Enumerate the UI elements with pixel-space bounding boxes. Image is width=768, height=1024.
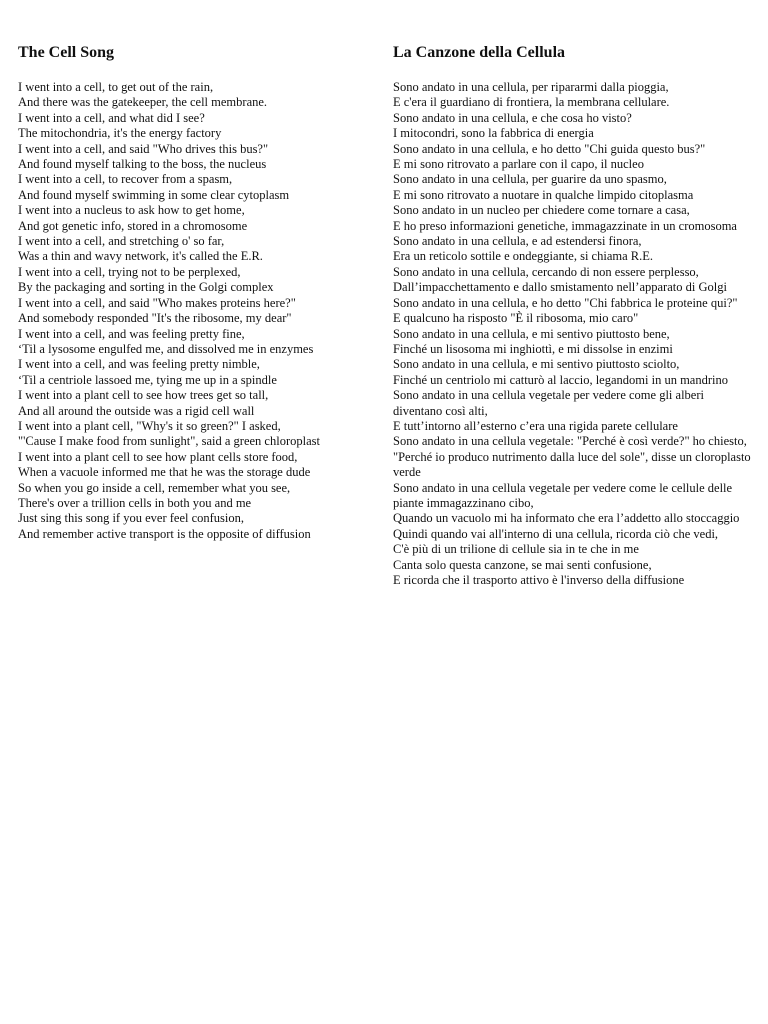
lyric-line: I went into a cell, and said "Who drives this bus?" bbox=[18, 141, 269, 156]
lyric-line: Sono andato in una cellula, e ho detto "Chi guida questo bus?" bbox=[393, 141, 706, 156]
lyric-line: I went into a cell, to get out of the rain, bbox=[18, 80, 214, 94]
lyric-line: When a vacuole informed me that he was the storage dude bbox=[18, 465, 311, 480]
lyric-line: So when you go inside a cell, remember what you see, bbox=[18, 480, 291, 495]
lyric-line: I went into a cell, and stretching o' so far, bbox=[18, 234, 225, 249]
lyric-line: The mitochondria, it's the energy factory bbox=[18, 126, 222, 141]
lyric-line: By the packaging and sorting in the Golgi complex bbox=[18, 280, 274, 295]
lyric-line: I went into a cell, trying not to be perplexed, bbox=[18, 264, 241, 279]
lyric-line: Sono andato in una cellula, per guarire da uno spasmo, bbox=[393, 172, 667, 187]
english-title: The Cell Song bbox=[18, 44, 115, 61]
lyric-line: C'è più di un trilione di cellule sia in te che in me bbox=[393, 542, 639, 557]
lyric-line: E mi sono ritrovato a parlare con il capo, il nucleo bbox=[393, 157, 644, 172]
lyric-line: I went into a plant cell to see how trees get so tall, bbox=[18, 388, 269, 403]
lyric-line: E mi sono ritrovato a nuotare in qualche limpido citoplasma bbox=[393, 187, 694, 202]
lyric-line: Era un reticolo sottile e ondeggiante, si chiama R.E. bbox=[393, 249, 653, 264]
english-column bbox=[18, 42, 368, 542]
lyric-line: "Perché io produco nutrimento dalla luce del sole", disse un cloroplasto verde bbox=[393, 449, 751, 480]
lyric-line: Sono andato in una cellula, cercando di non essere perplesso, bbox=[393, 264, 699, 279]
lyric-line: Sono andato in una cellula, e che cosa ho visto? bbox=[393, 110, 632, 125]
italian-title: La Canzone della Cellula bbox=[393, 44, 566, 61]
lyric-line: I went into a plant cell, "Why's it so green?" I asked, bbox=[18, 418, 281, 433]
lyric-line: And somebody responded "It's the ribosome, my dear" bbox=[18, 311, 292, 326]
lyric-line: "'Cause I make food from sunlight", said a green chloroplast bbox=[18, 434, 320, 449]
lyric-line: Canta solo questa canzone, se mai senti confusione, bbox=[393, 557, 652, 572]
lyric-line: There's over a trillion cells in both you and me bbox=[18, 495, 252, 510]
italian-column bbox=[393, 42, 755, 588]
lyric-line: And found myself talking to the boss, the nucleus bbox=[18, 157, 267, 172]
lyric-line: E ricorda che il trasporto attivo è l'inverso della diffusione bbox=[393, 573, 685, 587]
lyric-line: And got genetic info, stored in a chromosome bbox=[18, 218, 248, 233]
lyric-line: And all around the outside was a rigid cell wall bbox=[18, 403, 255, 418]
lyric-line: I went into a plant cell to see how plant cells store food, bbox=[18, 449, 298, 464]
lyric-line: Sono andato in una cellula, e ho detto "Chi fabbrica le proteine qui?" bbox=[393, 295, 738, 310]
lyric-line: Sono andato in una cellula, e ad estendersi finora, bbox=[393, 234, 642, 249]
italian-lyrics bbox=[393, 80, 755, 588]
lyric-line: E tutt’intorno all’esterno c’era una rigida parete cellulare bbox=[393, 418, 678, 433]
english-lyrics bbox=[18, 80, 368, 542]
lyric-line: And there was the gatekeeper, the cell membrane. bbox=[18, 95, 268, 110]
lyric-line: Sono andato in una cellula vegetale: "Perché è così verde?" ho chiesto, bbox=[393, 434, 747, 449]
lyric-line: I went into a cell, and what did I see? bbox=[18, 110, 205, 125]
lyric-line: Sono andato in una cellula, e mi sentivo piuttosto bene, bbox=[393, 326, 670, 341]
lyric-line: I went into a cell, and was feeling pretty nimble, bbox=[18, 357, 260, 372]
lyric-line: Sono andato in una cellula vegetale per vedere come le cellule delle piante immagazzinano cibo, bbox=[393, 480, 733, 510]
lyric-line: I mitocondri, sono la fabbrica di energia bbox=[393, 126, 594, 141]
lyric-line: I went into a cell, to recover from a spasm, bbox=[18, 172, 233, 187]
lyric-line: I went into a cell, and said "Who makes proteins here?" bbox=[18, 295, 296, 310]
lyric-line: Sono andato in una cellula, per ripararmi dalla pioggia, bbox=[393, 80, 669, 94]
lyric-line: Finché un lisosoma mi inghiottì, e mi dissolse in enzimi bbox=[393, 341, 673, 356]
lyric-line: And found myself swimming in some clear cytoplasm bbox=[18, 187, 290, 202]
lyric-line: Sono andato in una cellula vegetale per vedere come gli alberi diventano così alti, bbox=[393, 388, 704, 418]
lyric-line: ‘Til a centriole lassoed me, tying me up in a spindle bbox=[18, 372, 277, 387]
lyric-line: E c'era il guardiano di frontiera, la membrana cellulare. bbox=[393, 95, 670, 110]
lyric-line: I went into a cell, and was feeling pretty fine, bbox=[18, 326, 245, 341]
lyric-line: E ho preso informazioni genetiche, immagazzinate in un cromosoma bbox=[393, 218, 737, 233]
lyric-line: E qualcuno ha risposto "È il ribosoma, mio caro" bbox=[393, 311, 639, 326]
lyric-line: Just sing this song if you ever feel confusion, bbox=[18, 511, 245, 526]
lyric-line: Quando un vacuolo mi ha informato che era l’addetto allo stoccaggio bbox=[393, 511, 740, 526]
lyric-line: Finché un centriolo mi catturò al laccio, legandomi in un mandrino bbox=[393, 372, 728, 387]
lyric-line: Sono andato in un nucleo per chiedere come tornare a casa, bbox=[393, 203, 690, 218]
lyric-line: Sono andato in una cellula, e mi sentivo piuttosto sciolto, bbox=[393, 357, 680, 372]
lyric-line: Was a thin and wavy network, it's called the E.R. bbox=[18, 249, 263, 264]
lyric-line: Dall’impacchettamento e dallo smistamento nell’apparato di Golgi bbox=[393, 280, 727, 295]
lyric-line: Quindi quando vai all'interno di una cellula, ricorda ciò che vedi, bbox=[393, 526, 719, 541]
lyric-line: I went into a nucleus to ask how to get home, bbox=[18, 203, 245, 218]
lyric-line: ‘Til a lysosome engulfed me, and dissolved me in enzymes bbox=[18, 341, 314, 356]
lyric-line: And remember active transport is the opposite of diffusion bbox=[18, 526, 311, 541]
